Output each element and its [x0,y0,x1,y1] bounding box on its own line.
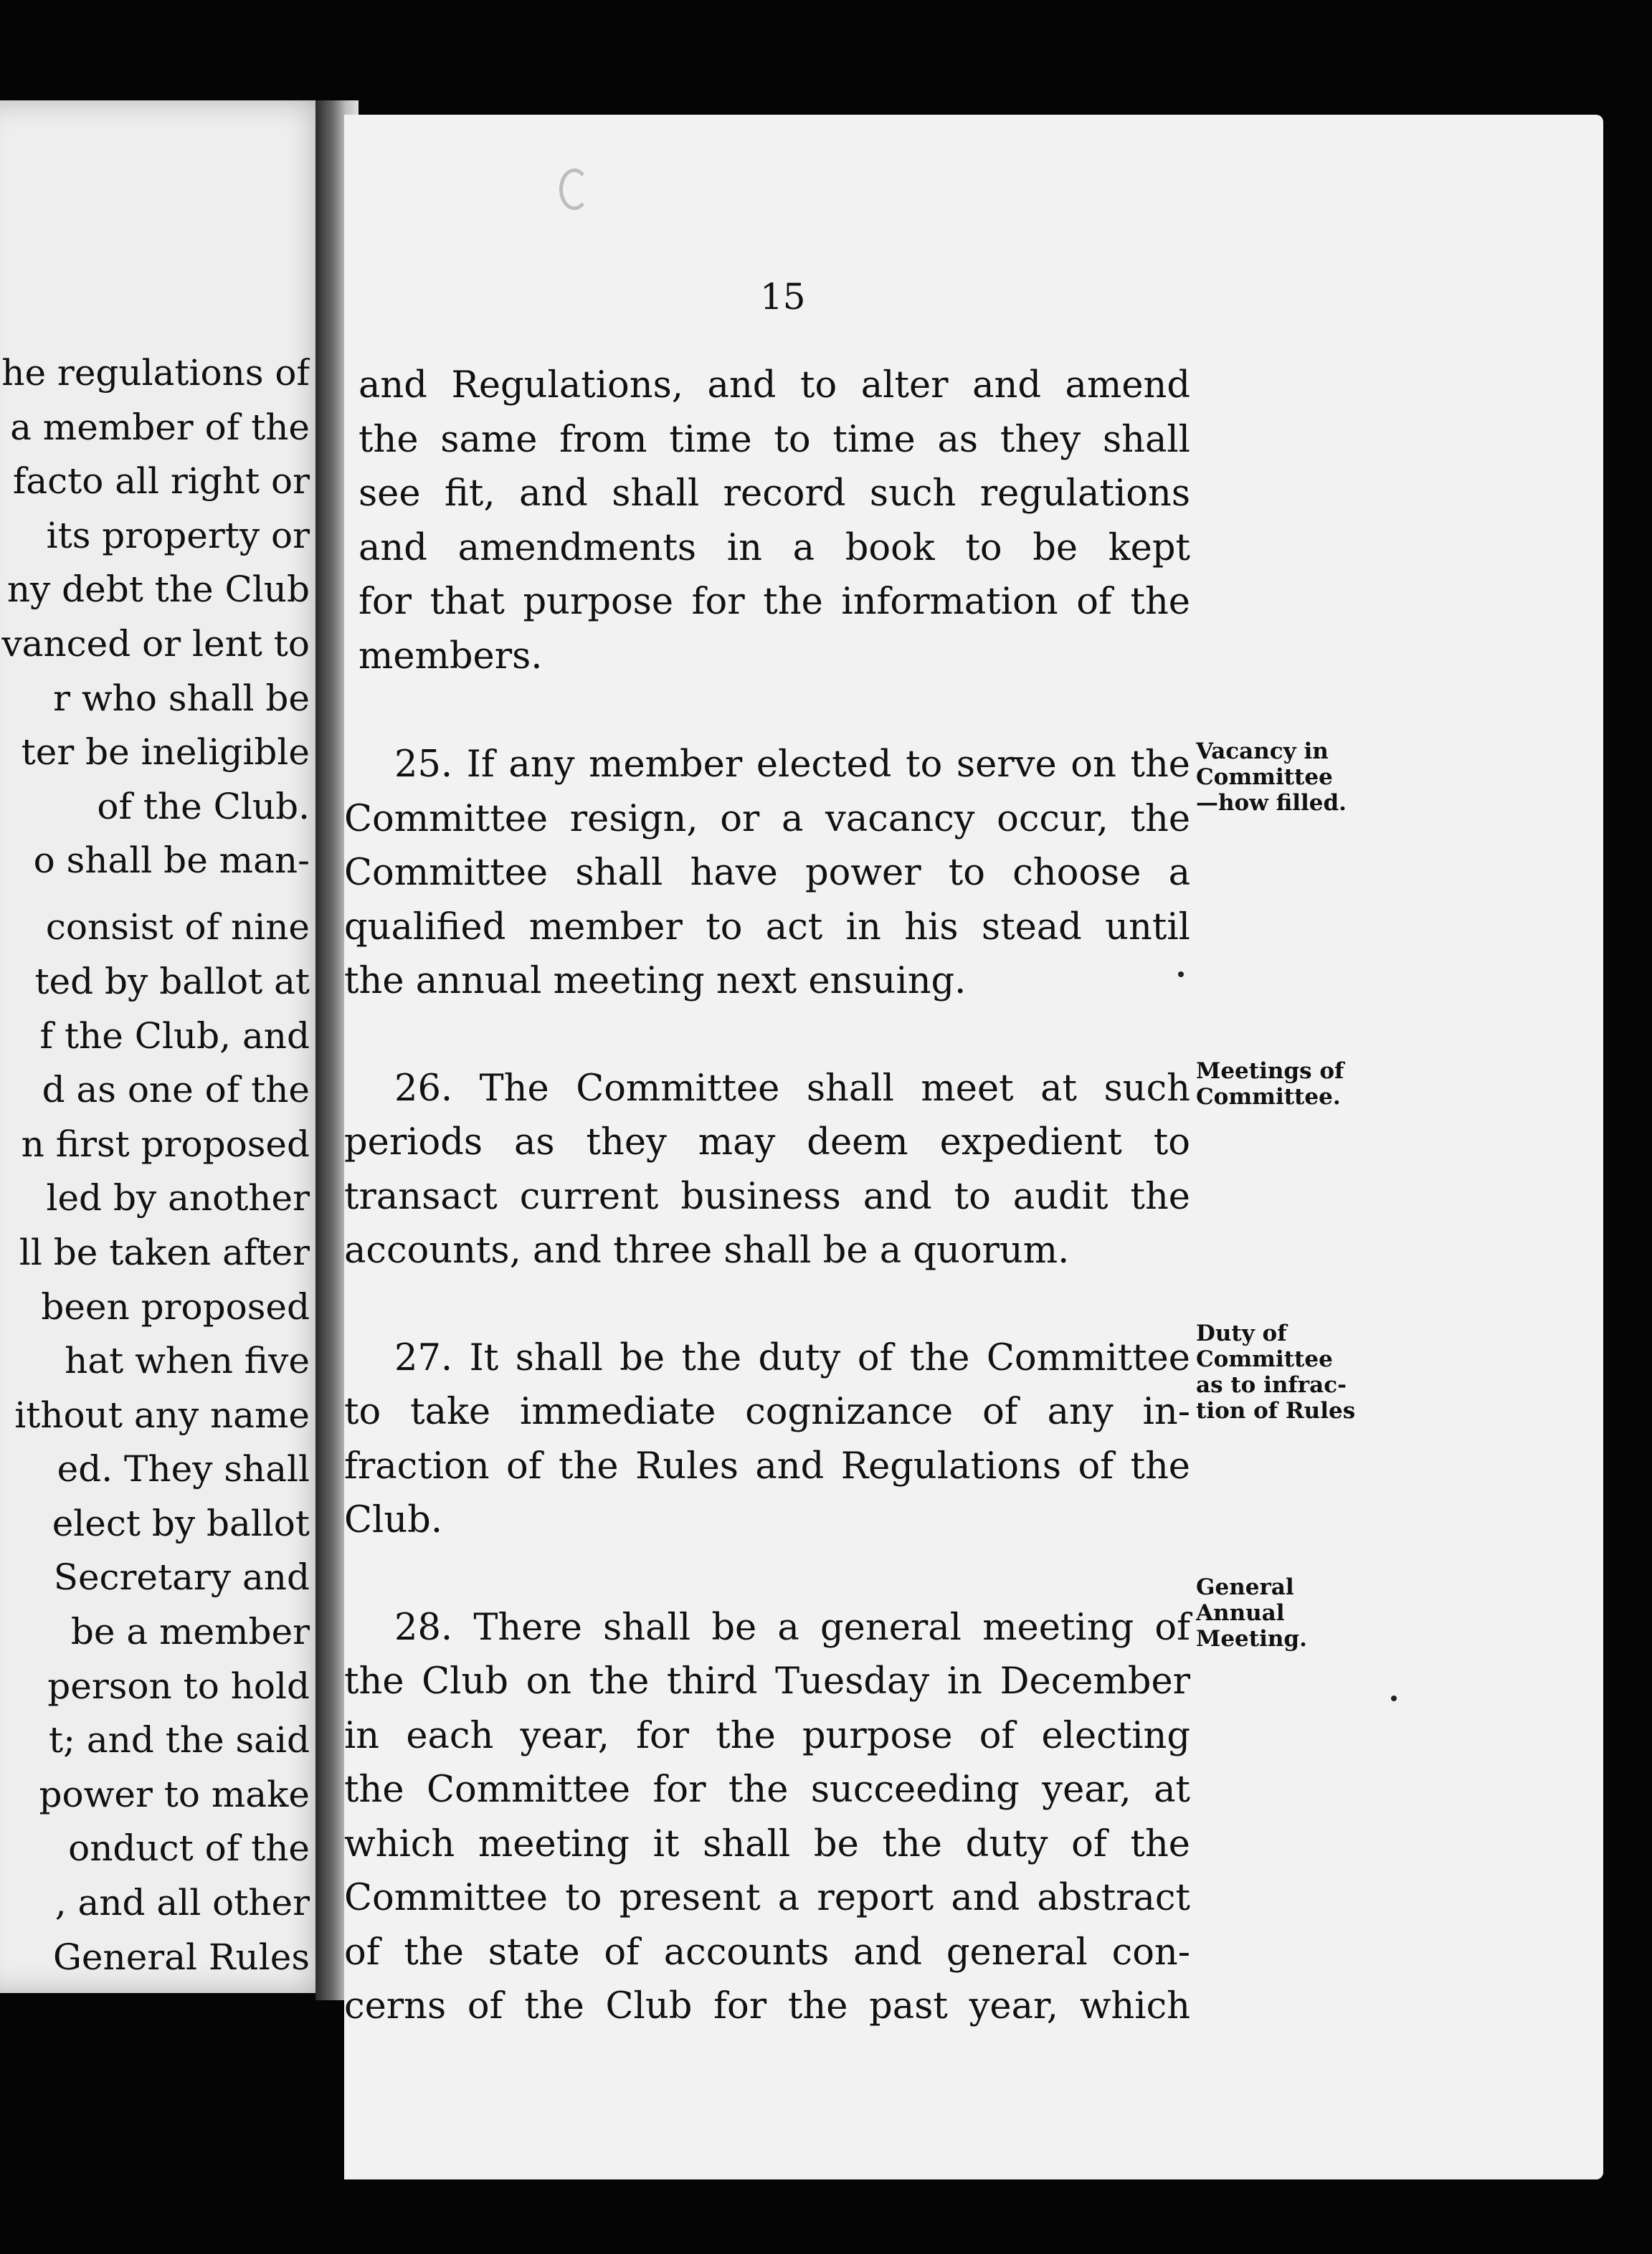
text-line: Committee resign, or a vacancy occur, the [344,797,1190,840]
left-page-line: a member of the [10,406,310,448]
text-line: Committee shall have power to choose a [344,852,1190,894]
sidenote-vacancy [1196,738,1375,816]
text-line: 26. The Committee shall meet at such [394,1067,1190,1110]
page-scuff-mark [559,168,589,210]
sidenote-line: General [1196,1574,1294,1600]
sidenote-line: Committee [1196,1346,1333,1372]
sidenote-line: —how filled. [1196,790,1347,816]
sidenote-line: Duty of [1196,1321,1287,1346]
right-page-text [344,358,1190,2087]
continuation-paragraph [359,358,1190,683]
left-page-line: ed. They shall [57,1448,310,1490]
left-page-line: ll be taken after [19,1231,310,1273]
text-line: the Club on the third Tuesday in December [344,1660,1190,1703]
left-page-text [0,346,310,1984]
speck-mark [1391,1696,1397,1701]
rule-27-paragraph [344,1331,1190,1548]
left-page-line: o shall be man- [33,840,310,882]
left-page-line: he regulations of [1,352,310,394]
text-line: 25. If any member elected to serve on the [394,743,1190,786]
left-page-line: ny debt the Club [6,569,310,611]
left-page-line: elect by ballot [52,1502,310,1544]
left-page-line: its property or [46,514,310,556]
left-page-line: facto all right or [12,460,310,503]
left-page-line: be a member [70,1611,310,1653]
left-page-line: r who shall be [53,677,310,719]
text-line: cerns of the Club for the past year, which [344,1985,1190,2027]
text-line: and amendments in a book to be kept [359,526,1190,569]
left-page-line: person to hold [47,1665,310,1707]
left-page-line: hat when five [65,1340,310,1382]
sidenote-line: Committee [1196,764,1333,790]
text-line: members. [359,634,543,677]
left-page-line: onduct of the [68,1827,310,1870]
text-line: fraction of the Rules and Regulations of the [344,1445,1190,1488]
sidenote-general-meeting [1196,1574,1375,1652]
page-number: 15 [760,276,806,318]
text-line: 27. It shall be the duty of the Committee [394,1336,1190,1379]
left-page-line: Secretary and [53,1556,310,1599]
text-line: which meeting it shall be the duty of the [344,1822,1190,1865]
rule-25-paragraph [344,738,1190,1009]
left-page-line: General Rules [52,1936,310,1978]
text-line: Committee to present a report and abstract [344,1877,1190,1919]
text-line: the same from time to time as they shall [359,418,1190,461]
left-page-line: of the Club. [97,785,310,827]
left-page-line: led by another [46,1177,310,1219]
left-page-line: consist of nine [45,906,310,948]
left-page-line: been proposed [41,1285,310,1328]
left-page-line: ted by ballot at [34,960,310,1002]
left-page-line: f the Club, and [39,1014,310,1057]
sidenote-line: Vacancy in [1196,738,1329,764]
text-line: the annual meeting next ensuing. [344,960,967,1002]
sidenote-duty [1196,1321,1375,1424]
left-page-line: , and all other [54,1882,310,1924]
text-line: transact current business and to audit the [344,1175,1190,1218]
text-line: to take immediate cognizance of any in- [344,1391,1190,1433]
left-page-line: ithout any name [14,1394,310,1436]
text-line: see fit, and shall record such regulations [359,472,1190,515]
sidenote-meetings [1196,1058,1375,1110]
left-page-line: vanced or lent to [1,622,310,665]
text-line: and Regulations, and to alter and amend [359,364,1190,406]
sidenote-line: Annual [1196,1600,1285,1626]
rule-26-paragraph [344,1062,1190,1278]
left-page-line: d as one of the [42,1069,310,1111]
text-line: for that purpose for the information of the [359,581,1190,623]
text-line: qualified member to act in his stead until [344,905,1190,948]
text-line: accounts, and three shall be a quorum. [344,1230,1070,1272]
text-line: of the state of accounts and general con- [344,1931,1190,1974]
text-line: 28. There shall be a general meeting of [394,1606,1190,1649]
sidenote-line: Meeting. [1196,1626,1307,1652]
sidenote-line: as to infrac- [1196,1372,1347,1398]
text-line: Club. [344,1499,443,1541]
left-page-line: power to make [39,1773,310,1815]
sidenote-line: tion of Rules [1196,1398,1356,1424]
text-line: periods as they may deem expedient to [344,1121,1190,1164]
sidenote-line: Meetings of [1196,1058,1344,1084]
rule-28-paragraph [344,1601,1190,2034]
left-page-line: n first proposed [21,1123,310,1165]
left-page-line: t; and the said [49,1719,310,1761]
sidenote-line: Committee. [1196,1084,1341,1110]
left-page-line: ter be ineligible [21,731,310,774]
text-line: in each year, for the purpose of electing [344,1714,1190,1757]
text-line: the Committee for the succeeding year, at [344,1769,1190,1811]
